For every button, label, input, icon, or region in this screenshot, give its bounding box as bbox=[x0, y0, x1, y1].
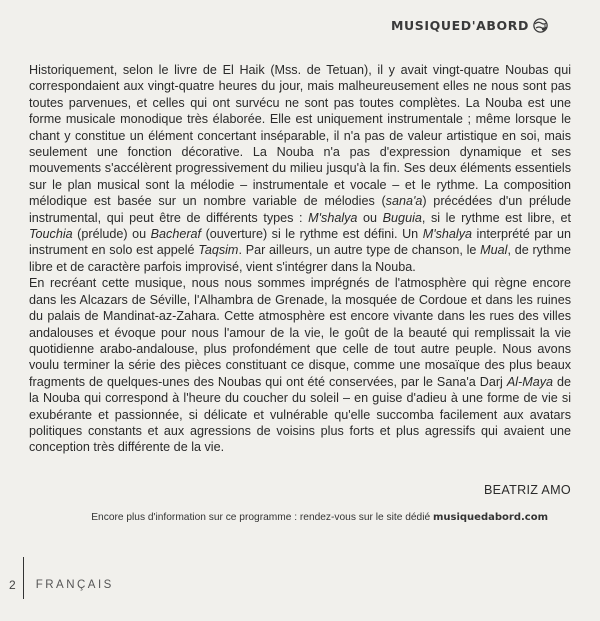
paragraph-recreation bbox=[29, 275, 571, 455]
page-footer bbox=[9, 571, 114, 599]
text-run: Historiquement, selon le livre de El Haik (Mss. de Tetuan), il y avait vingt-quatre Noubas qui correspondaient aux vingt-quatre heures du jour, mais malheureusement elles ne nous sont pas toutes parvenues, et celles qui ont survécu ne sont pas toutes complètes. La Nouba est une forme musicale monodique très élaborée. Elle est uniquement instrumentale ; même lorsque le chant y constitue un élément concertant inséparable, il n'a pas de valeur artistique en soi, mais seulement une fonction décorative. La Nouba n'a pas d'expression dynamique et ses mouvements s'accélèrent progressivement du milieu jusqu'à la fin. Ses deux éléments essentiels sur le plan musical sont la mélodie – instrumentale et vocale – et le rythme. La composition mélodique est basée sur un nombre variable de mélodies ( bbox=[29, 63, 571, 209]
globe-music-logo-icon bbox=[533, 18, 548, 33]
italic-term: M'shalya bbox=[308, 210, 358, 225]
author-signature: BEATRIZ AMO bbox=[483, 483, 571, 497]
text-run: , de rythme libre et de caractère parfois improvisé, vient s'intégrer dans la Nouba. bbox=[29, 243, 571, 274]
text-run: de la Nouba qui correspond à l'heure du coucher du soleil – en guise d'adieu à une forme de vie si exubérante et passionnée, si délicate et vulnérable qu'elle succomba facilement aux avatars politiques constants et aux agressions de voisins plus forts et plus agressifs qui avaient une conception très différente de la vie. bbox=[29, 374, 571, 455]
text-run: (prélude) ou bbox=[72, 227, 151, 242]
footer-divider bbox=[23, 557, 24, 599]
paragraph-history bbox=[29, 62, 571, 275]
page-number: 2 bbox=[9, 578, 16, 592]
italic-term: sana'a bbox=[385, 194, 423, 209]
language-label: FRANÇAIS bbox=[35, 579, 114, 591]
italic-term: Al-Maya bbox=[506, 374, 553, 389]
italic-term: Mual bbox=[480, 243, 508, 258]
text-run: ) précédées d'un prélude instrumental, qui peut être de différents types : bbox=[29, 194, 572, 225]
text-run: ou bbox=[357, 210, 383, 225]
brand-name: MUSIQUED'ABORD bbox=[391, 18, 529, 33]
article-body bbox=[29, 62, 571, 456]
brand-header bbox=[391, 18, 548, 33]
italic-term: Touchia bbox=[29, 227, 73, 242]
italic-term: Bacheraf bbox=[150, 227, 202, 242]
text-run: interprété par un instrument en solo est appelé bbox=[29, 227, 571, 258]
website-link[interactable]: musiquedabord.com bbox=[432, 512, 548, 523]
text-run: (ouverture) si le rythme est défini. Un bbox=[201, 227, 423, 242]
italic-term: Buguia bbox=[382, 210, 422, 225]
text-run: , si le rythme est libre, et bbox=[421, 210, 571, 225]
italic-term: M'shalya bbox=[422, 227, 473, 242]
more-info-text: Encore plus d'information sur ce programme : rendez-vous sur le site dédié bbox=[91, 512, 431, 523]
text-run: En recréant cette musique, nous nous sommes imprégnés de l'atmosphère qui règne encore dans les Alcazars de Séville, l'Alhambra de Grenade, la mosquée de Cordoue et dans les ruines du palais de Mandinat-az-Zahara. Cette atmosphère est encore vivante dans les rues des villes andalouses et évoque pour nous l'amour de la vie, le goût de la beauté qui remplissait la vie quotidienne arabo-andalouse, plus profondément que celle de tout autre peuple. Nous avons voulu terminer la série des pièces constituant ce disque, comme une mosaïque des plus beaux fragments de quelques-unes des Noubas qui ont été conservées, par le Sana'a Darj bbox=[29, 276, 571, 389]
more-info-line bbox=[91, 512, 548, 523]
italic-term: Taqsim bbox=[198, 243, 239, 258]
text-run: . Par ailleurs, un autre type de chanson, le bbox=[238, 243, 481, 258]
